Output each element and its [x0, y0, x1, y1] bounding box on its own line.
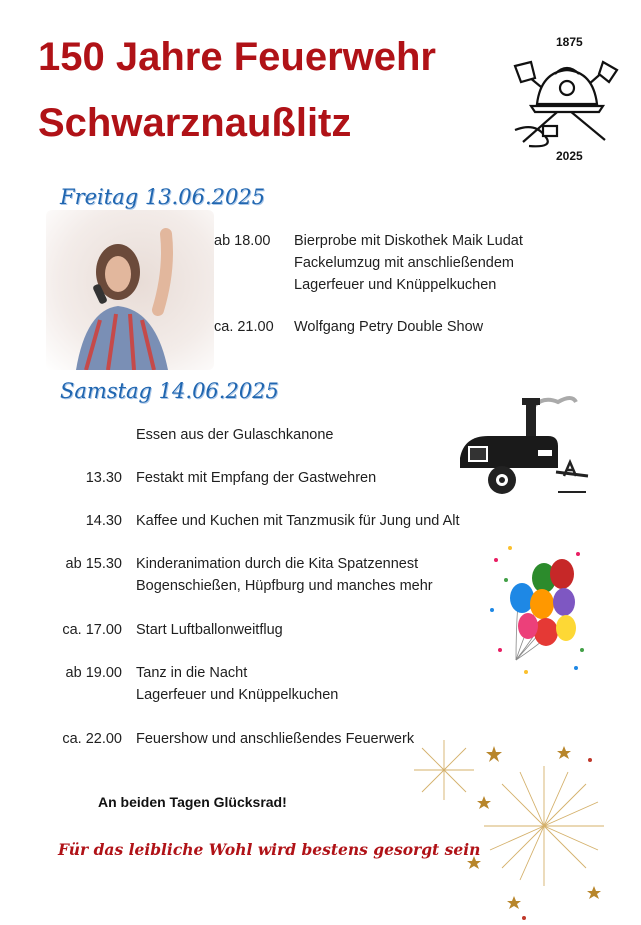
- saturday-event-3-line-1: Kaffee und Kuchen mit Tanzmusik für Jung und Alt: [136, 513, 460, 529]
- saturday-event-6-line-1: Tanz in die Nacht: [136, 665, 248, 681]
- friday-event-1-line-2: Fackelumzug mit anschließendem: [294, 255, 515, 271]
- saturday-event-5-time: ca. 17.00: [62, 622, 122, 638]
- badge-year-top: 1875: [556, 35, 583, 49]
- saturday-event-3-time: 14.30: [85, 513, 122, 529]
- firefighter-helmet-axes-icon: [505, 52, 623, 152]
- badge-year-bottom: 2025: [556, 149, 583, 163]
- saturday-event-6-line-2: Lagerfeuer und Knüppelkuchen: [136, 687, 339, 703]
- friday-event-1-line-1: Bierprobe mit Diskothek Maik Ludat: [294, 233, 523, 249]
- balloons-icon: [486, 540, 586, 680]
- saturday-event-2-line-1: Festakt mit Empfang der Gastwehren: [136, 470, 377, 486]
- friday-event-2-time: ca. 21.00: [214, 319, 274, 335]
- saturday-event-6-time: ab 19.00: [65, 665, 122, 681]
- friday-event-1-line-3: Lagerfeuer und Knüppelkuchen: [294, 277, 497, 293]
- saturday-event-4-line-2: Bogenschießen, Hüpfburg und manches mehr: [136, 578, 433, 594]
- saturday-heading: Samstag 14.06.2025: [60, 379, 279, 403]
- fireworks-icon: [414, 736, 610, 922]
- goulash-cannon-icon: [448, 392, 590, 500]
- page-title-line-2: Schwarznaußlitz: [38, 101, 352, 145]
- performer-photo: [46, 210, 214, 370]
- saturday-event-7-line-1: Feuershow und anschließendes Feuerwerk: [136, 731, 415, 747]
- saturday-event-4-time: ab 15.30: [65, 556, 122, 572]
- both-days-note: An beiden Tagen Glücksrad!: [98, 794, 287, 810]
- saturday-event-7-time: ca. 22.00: [62, 731, 122, 747]
- friday-heading: Freitag 13.06.2025: [60, 185, 266, 209]
- page-title-line-1: 150 Jahre Feuerwehr: [38, 35, 436, 79]
- saturday-event-5-line-1: Start Luftballonweitflug: [136, 622, 283, 638]
- friday-event-2-line-1: Wolfgang Petry Double Show: [294, 319, 484, 335]
- saturday-event-2-time: 13.30: [85, 470, 122, 486]
- footer-catering-note: Für das leibliche Wohl wird bestens gesorgt sein: [58, 840, 481, 859]
- saturday-event-4-line-1: Kinderanimation durch die Kita Spatzennest: [136, 556, 419, 572]
- saturday-event-1-line-1: Essen aus der Gulaschkanone: [136, 427, 334, 443]
- friday-event-1-time: ab 18.00: [214, 233, 271, 249]
